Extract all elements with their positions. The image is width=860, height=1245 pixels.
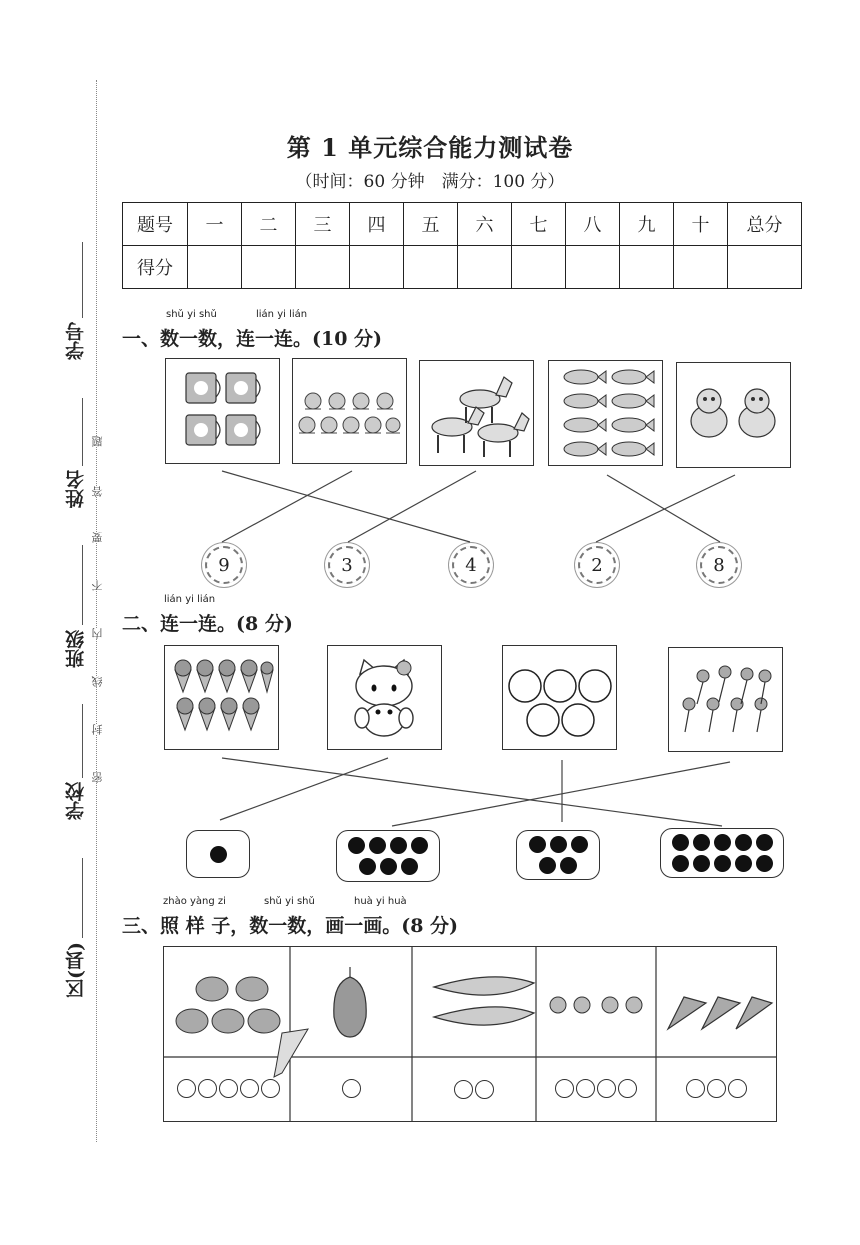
ring-group-2 [412,1080,536,1099]
ring-group-1 [290,1079,412,1098]
score-header-cell: 四 [350,203,404,246]
ring [597,1079,616,1098]
answer-line [348,471,476,542]
seal-warning-char: 密 [91,772,104,783]
score-header-cell: 八 [566,203,620,246]
ring [240,1079,259,1098]
margin-label-class: 班级 [65,630,87,668]
score-header-cell: 题号 [123,203,188,246]
ring [261,1079,280,1098]
seal-warning-char: 线 [91,676,104,687]
ring [454,1080,473,1099]
seal-warning-char: 题 [91,436,104,447]
pinyin: shǔ yi shǔ [264,896,315,907]
score-header-cell: 二 [242,203,296,246]
ring [475,1080,494,1099]
answer-line [222,471,470,542]
ring [219,1079,238,1098]
margin-label-district: 区(县) [65,942,87,998]
pinyin: zhào yàng zi [163,896,226,907]
ring [198,1079,217,1098]
score-header-cell: 十 [674,203,728,246]
pencil-icon [274,1029,308,1077]
score-header-cell: 一 [188,203,242,246]
ring [728,1079,747,1098]
answer-line [220,758,388,820]
number-circle[interactable]: 8 [700,546,738,584]
tomatoes-icon [176,977,280,1033]
page-title: 第 1 单元综合能力测试卷 [286,133,574,162]
pepper-icon [334,967,366,1037]
section1-title: 一、数一数，连一连。(10 分) [122,328,383,350]
number-circle[interactable]: 4 [452,546,490,584]
answer-line [392,762,730,826]
cucumbers-icon [434,977,534,1025]
ring [618,1079,637,1098]
score-header-cell: 九 [620,203,674,246]
ring [342,1079,361,1098]
ring [177,1079,196,1098]
carrots-icon [668,997,772,1029]
answer-line [222,471,352,542]
ring [576,1079,595,1098]
seal-warning-char: 不 [91,580,104,591]
score-header-cell: 六 [458,203,512,246]
ring-group-4 [536,1079,656,1098]
daisies-icon [550,997,642,1013]
pinyin: huà yi huà [354,896,407,907]
margin-label-school: 学校 [65,782,87,820]
ring [707,1079,726,1098]
ring [686,1079,705,1098]
seal-warning-char: 要 [91,532,104,543]
answer-line [607,475,720,542]
score-header-cell: 总分 [728,203,802,246]
score-header-cell: 五 [404,203,458,246]
number-circle[interactable]: 3 [328,546,366,584]
seal-warning-char: 内 [91,628,104,639]
number-circle[interactable]: 9 [205,546,243,584]
example-grid [163,946,777,1122]
score-header-cell: 七 [512,203,566,246]
score-row-label: 得分 [123,246,188,289]
seal-warning-char: 封 [91,724,104,735]
ring-group-5 [172,1079,284,1098]
ring-group-3 [656,1079,776,1098]
number-circle[interactable]: 2 [578,546,616,584]
section3-title: 三、照 样 子，数一数，画一画。(8 分) [122,915,459,937]
section2-title: 二、连一连。(8 分) [122,613,293,635]
pinyin: lián yi lián [164,594,216,605]
pinyin: shǔ yi shǔ [166,309,217,320]
margin-label-name: 姓名 [65,470,87,508]
seal-warning-char: 答 [91,486,104,497]
page-subtitle: （时间：60 分钟 满分：100 分） [295,172,565,192]
margin-label-student-id: 学号 [65,322,87,360]
ring [555,1079,574,1098]
answer-line [596,475,735,542]
score-header-cell: 三 [296,203,350,246]
pinyin: lián yi lián [256,309,308,320]
